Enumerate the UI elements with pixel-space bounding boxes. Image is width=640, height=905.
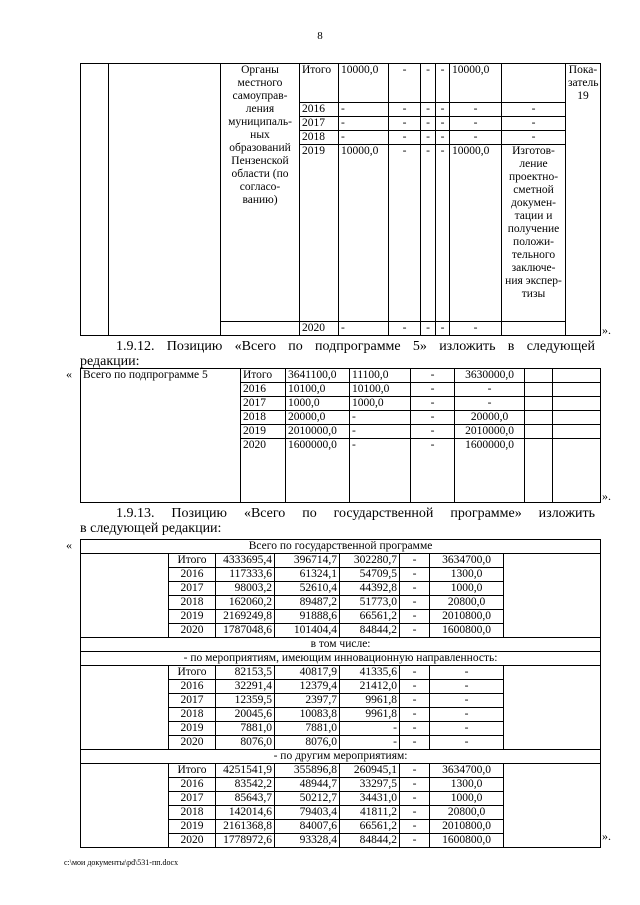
amount-cell: - [430,736,504,750]
amount-cell: 1000,0 [286,397,350,411]
amount-cell: 20000,0 [286,411,350,425]
amount-cell: 89487,2 [275,596,340,610]
amount-cell: 396714,7 [275,554,340,568]
table-cell: - [389,131,421,145]
year-cell: 2018 [169,596,216,610]
year-cell: 2020 [300,322,339,336]
table-row [81,554,601,568]
paragraph-line: редакции: [80,354,140,369]
amount-cell: - [455,397,525,411]
amount-cell: 4251541,9 [216,764,275,778]
empty-cell [221,322,300,336]
table-cell: - [421,103,436,117]
amount-cell: - [350,411,411,425]
amount-cell: 8076,0 [216,736,275,750]
amount-cell: 1600000,0 [455,439,525,503]
amount-cell: 41811,2 [340,806,400,820]
empty-cell [81,764,169,848]
amount-cell: 33297,5 [340,778,400,792]
amount-cell: - [430,680,504,694]
table-cell: - [389,64,421,103]
empty-cell [504,554,601,638]
amount-cell: 2397,7 [275,694,340,708]
amount-cell: 51773,0 [340,596,400,610]
table-row [81,369,601,383]
year-cell: 2019 [241,425,286,439]
amount-cell: 3630000,0 [455,369,525,383]
amount-cell: 2010800,0 [430,610,504,624]
amount-cell: 83542,2 [216,778,275,792]
amount-cell: 1300,0 [430,568,504,582]
table-row [81,64,601,103]
amount-cell: 4333695,4 [216,554,275,568]
amount-cell: - [340,722,400,736]
amount-cell: 117333,6 [216,568,275,582]
table-cell: - [411,439,455,503]
amount-cell: 2161368,8 [216,820,275,834]
year-cell: 2017 [169,582,216,596]
table-cell: - [421,64,436,103]
table-header: Всего по государственной программе [81,540,601,554]
amount-cell: 162060,2 [216,596,275,610]
table-cell: - [502,117,566,131]
year-cell: 2017 [241,397,286,411]
amount-cell: 54709,5 [340,568,400,582]
amount-cell: 2010000,0 [286,425,350,439]
empty-cell [525,369,553,383]
amount-cell: - [339,322,389,336]
year-cell: 2018 [169,708,216,722]
amount-cell: 40817,9 [275,666,340,680]
table-cell: - [436,64,450,103]
amount-cell: 20000,0 [455,411,525,425]
amount-cell: 84844,2 [340,624,400,638]
table-cell: - [400,778,430,792]
amount-cell: - [350,439,411,503]
table-cell: - [436,103,450,117]
amount-cell: - [339,117,389,131]
amount-cell: 302280,7 [340,554,400,568]
year-cell: Итого [241,369,286,383]
empty-cell [553,397,601,411]
empty-cell [553,383,601,397]
amount-cell: 2169249,8 [216,610,275,624]
amount-cell: 20800,0 [430,596,504,610]
amount-cell: - [430,708,504,722]
year-cell: 2016 [241,383,286,397]
year-cell: 2016 [169,568,216,582]
amount-cell: 85643,7 [216,792,275,806]
page-number: 8 [317,30,323,42]
table-row [81,764,601,778]
year-cell: 2018 [241,411,286,425]
table-cell: - [400,820,430,834]
executor-cell: Органы местного самоуправ-ления муниципаль-ных образований Пензенской области (по согласо-ванию) [221,64,300,322]
closing-quote-3: ». [602,829,611,843]
empty-cell [525,383,553,397]
table-row [81,666,601,680]
amount-cell: - [450,103,502,117]
amount-cell: 1600800,0 [430,624,504,638]
table-cell: - [502,103,566,117]
amount-cell: - [430,666,504,680]
table-cell: - [400,834,430,848]
amount-cell: 355896,8 [275,764,340,778]
amount-cell: 84007,6 [275,820,340,834]
amount-cell: 2010800,0 [430,820,504,834]
table-cell: - [421,322,436,336]
section-label: - по другим мероприятиям: [81,750,601,764]
amount-cell: 1000,0 [350,397,411,411]
amount-cell: 91888,6 [275,610,340,624]
subprogram-5-table [80,368,601,503]
paragraph-1-9-13 [80,506,595,536]
opening-quote-2: « [66,367,72,381]
year-cell: 2016 [169,680,216,694]
year-cell: 2018 [300,131,339,145]
indicator-cell: Пока-затель 19 [566,64,601,336]
amount-cell: 260945,1 [340,764,400,778]
year-cell: Итого [300,64,339,103]
year-cell: 2017 [169,792,216,806]
closing-quote-1: ». [602,323,611,337]
year-cell: 2020 [169,624,216,638]
empty-cell [553,411,601,425]
amount-cell: 9961,8 [340,708,400,722]
table-cell: - [411,425,455,439]
amount-cell: 10100,0 [350,383,411,397]
year-cell: 2016 [169,778,216,792]
result-cell: Изготов-ление проектно-сметной докумен-тации и получение положи-тельного заключе-ния экспер-тизы [502,145,566,322]
amount-cell: 1600000,0 [286,439,350,503]
amount-cell: 8076,0 [275,736,340,750]
year-cell: 2019 [169,610,216,624]
amount-cell: 3634700,0 [430,554,504,568]
table-cell: - [400,596,430,610]
empty-cell [525,397,553,411]
closing-quote-2: ». [602,489,611,503]
table-row [81,540,601,554]
amount-cell: 93328,4 [275,834,340,848]
table-cell: - [421,131,436,145]
amount-cell: - [339,131,389,145]
table-cell: - [436,145,450,322]
table-cell: - [436,131,450,145]
table-cell: - [400,722,430,736]
table-cell: - [436,322,450,336]
amount-cell: 9961,8 [340,694,400,708]
year-cell: 2017 [300,117,339,131]
table-cell: - [400,708,430,722]
table-cell [502,322,566,336]
empty-cell [525,425,553,439]
table-cell: - [389,145,421,322]
amount-cell: 10100,0 [286,383,350,397]
table-cell: - [400,680,430,694]
amount-cell: 98003,2 [216,582,275,596]
table-cell [502,64,566,103]
program-table-fragment [80,63,601,336]
year-cell: 2019 [169,820,216,834]
amount-cell: 52610,4 [275,582,340,596]
table-cell: - [421,145,436,322]
table-row [81,750,601,764]
amount-cell: - [450,131,502,145]
amount-cell: 7881,0 [275,722,340,736]
amount-cell: - [450,117,502,131]
year-cell: 2020 [169,736,216,750]
table-cell: - [411,383,455,397]
amount-cell: 7881,0 [216,722,275,736]
amount-cell: - [340,736,400,750]
year-cell: Итого [169,666,216,680]
year-cell: Итого [169,764,216,778]
table-cell: - [411,369,455,383]
empty-cell [109,64,221,336]
year-cell: 2019 [300,145,339,322]
amount-cell: 11100,0 [350,369,411,383]
amount-cell: 10083,8 [275,708,340,722]
table-cell: - [411,397,455,411]
amount-cell: 142014,6 [216,806,275,820]
amount-cell: 21412,0 [340,680,400,694]
table-row [81,652,601,666]
empty-cell [81,64,109,336]
table-cell: - [400,736,430,750]
table-cell: - [389,103,421,117]
empty-cell [81,666,169,750]
paragraph-1-9-12 [80,339,595,369]
table-cell: - [436,117,450,131]
subprogram-label: Всего по подпрограмме 5 [81,369,241,503]
table-cell: - [400,792,430,806]
table-cell: - [400,694,430,708]
amount-cell: 20800,0 [430,806,504,820]
year-cell: 2020 [241,439,286,503]
amount-cell: 10000,0 [450,64,502,103]
table-cell: - [411,411,455,425]
amount-cell: 3634700,0 [430,764,504,778]
amount-cell: 1300,0 [430,778,504,792]
amount-cell: - [430,694,504,708]
empty-cell [553,425,601,439]
empty-cell [504,764,601,848]
amount-cell: 41335,6 [340,666,400,680]
amount-cell: - [455,383,525,397]
amount-cell: 61324,1 [275,568,340,582]
table-cell: - [389,322,421,336]
amount-cell: 1787048,6 [216,624,275,638]
year-cell: 2020 [169,834,216,848]
table-cell: - [400,624,430,638]
amount-cell: 2010000,0 [455,425,525,439]
amount-cell: 50212,7 [275,792,340,806]
amount-cell: - [350,425,411,439]
amount-cell: 10000,0 [450,145,502,322]
amount-cell: - [430,722,504,736]
year-cell: 2018 [169,806,216,820]
table-cell: - [400,610,430,624]
section-label: - по мероприятиям, имеющим инновационную направленность: [81,652,601,666]
amount-cell: - [450,322,502,336]
table-row [81,638,601,652]
file-path-footer: c:\мои документы\pd\531-пп.docx [64,858,179,867]
amount-cell: - [339,103,389,117]
amount-cell: 44392,8 [340,582,400,596]
table-cell: - [502,131,566,145]
amount-cell: 34431,0 [340,792,400,806]
amount-cell: 84844,2 [340,834,400,848]
amount-cell: 1600800,0 [430,834,504,848]
year-cell: 2016 [300,103,339,117]
amount-cell: 10000,0 [339,64,389,103]
table-cell: - [400,666,430,680]
empty-cell [504,666,601,750]
amount-cell: 1000,0 [430,582,504,596]
table-cell: - [421,117,436,131]
year-cell: Итого [169,554,216,568]
empty-cell [553,369,601,383]
opening-quote-3: « [66,538,72,552]
year-cell: 2017 [169,694,216,708]
state-program-table [80,539,601,848]
amount-cell: 79403,4 [275,806,340,820]
empty-cell [553,439,601,503]
empty-cell [81,554,169,638]
paragraph-line: в следующей редакции: [80,521,222,536]
amount-cell: 20045,6 [216,708,275,722]
amount-cell: 48944,7 [275,778,340,792]
table-cell: - [400,582,430,596]
empty-cell [525,439,553,503]
amount-cell: 12379,4 [275,680,340,694]
amount-cell: 101404,4 [275,624,340,638]
year-cell: 2019 [169,722,216,736]
section-label: в том числе: [81,638,601,652]
amount-cell: 32291,4 [216,680,275,694]
paragraph-line: 1.9.13. Позицию «Всего по государственной программе» изложить [116,506,595,521]
amount-cell: 3641100,0 [286,369,350,383]
table-cell: - [400,568,430,582]
amount-cell: 82153,5 [216,666,275,680]
amount-cell: 12359,5 [216,694,275,708]
empty-cell [525,411,553,425]
amount-cell: 10000,0 [339,145,389,322]
amount-cell: 66561,2 [340,610,400,624]
table-cell: - [400,554,430,568]
table-cell: - [400,764,430,778]
table-cell: - [400,806,430,820]
amount-cell: 1778972,6 [216,834,275,848]
amount-cell: 66561,2 [340,820,400,834]
paragraph-line: 1.9.12. Позицию «Всего по подпрограмме 5» изложить в следующей [116,339,595,354]
table-cell: - [389,117,421,131]
amount-cell: 1000,0 [430,792,504,806]
